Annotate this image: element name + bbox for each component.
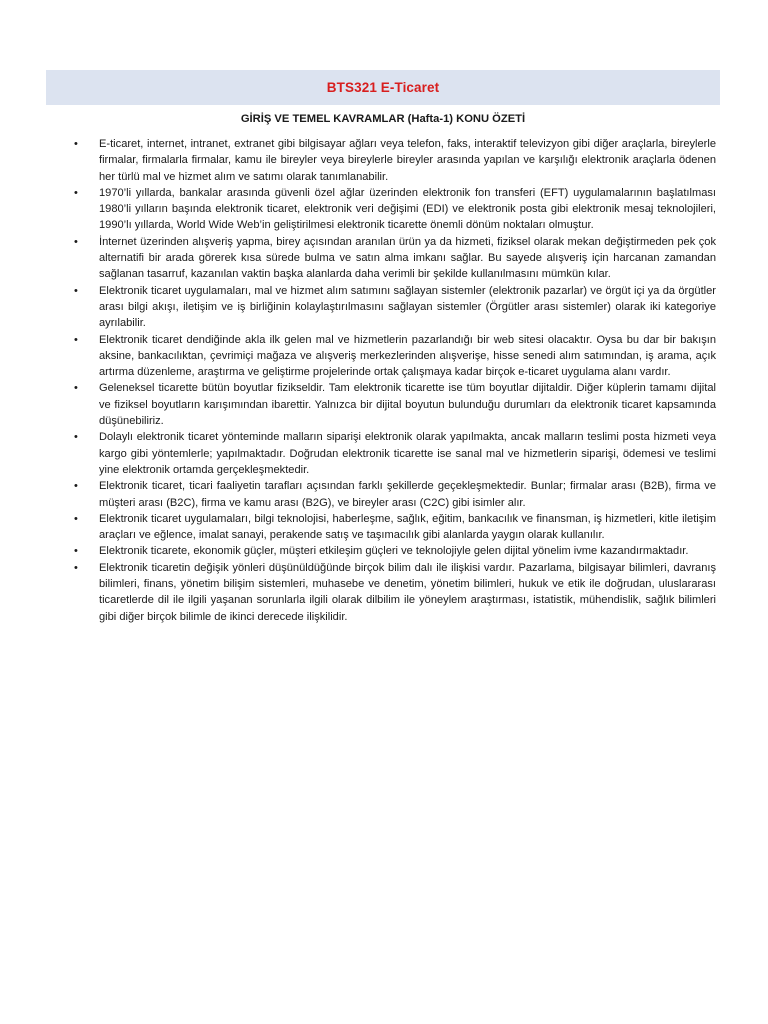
bullet-list — [70, 136, 716, 625]
bullet-dot-icon: • — [74, 284, 78, 297]
bullet-dot-icon: • — [74, 512, 78, 525]
bullet-item — [70, 543, 716, 559]
bullet-text: Elektronik ticaret dendiğinde akla ilk gelen mal ve hizmetlerin pazarlandığı bir web sitesi olacaktır. Oysa bu dar bir bakışın aksine, bankacılıktan, çevrimiçi mağaza ve alışveriş merkezlerinden alışverişe, hisse senedi alım satımından, iş arama, açık artırma düzenleme, araştırma ve geliştirme projelerinde ortak çalışmaya kadar birçok e-ticaret uygulama alanı vardır. — [99, 333, 716, 379]
bullet-text: Elektronik ticaret uygulamaları, mal ve hizmet alım satımını sağlayan sistemler (elektronik pazarlar) ve örgüt içi ya da örgütler arası bilgi akışı, iletişim ve iş birliğinin kolaylaştırılmasını sağlayan sistemler (Örgütler arası sistemler) olarak iki kategoriye ayrılabilir. — [99, 284, 716, 330]
bullet-dot-icon: • — [74, 431, 78, 444]
bullet-text: İnternet üzerinden alışveriş yapma, birey açısından aranılan ürün ya da hizmeti, fiziksel olarak mekan değiştirmeden pek çok alternatifi bir arada görerek kısa sürede bulma ve satın alma imkanı sağlar. Bu sayede alışveriş için harcanan zamandan sağlanan tasarruf, kazanılan vaktin başka alanlarda daha verimli bir şekilde kullanılmasını mümkün kılar. — [99, 235, 716, 281]
bullet-item — [70, 234, 716, 283]
bullet-dot-icon: • — [74, 561, 78, 574]
bullet-text: Elektronik ticaret uygulamaları, bilgi teknolojisi, haberleşme, sağlık, eğitim, bankacılık ve finansman, iş hizmetleri, kitle iletişim araçları ve eğlence, imalat sanayi, perakende satış ve taşımacılık gibi alanlarda yaygın olarak kullanılır. — [99, 512, 716, 542]
bullet-dot-icon: • — [74, 186, 78, 199]
bullet-item — [70, 283, 716, 332]
bullet-item — [70, 332, 716, 381]
section-heading: GİRİŞ VE TEMEL KAVRAMLAR (Hafta-1) KONU ÖZETİ — [240, 113, 526, 125]
title-banner — [46, 70, 720, 105]
bullet-dot-icon: • — [74, 235, 78, 248]
bullet-text: 1970’li yıllarda, bankalar arasında güvenli özel ağlar üzerinden elektronik fon transferi (EFT) uygulamalarının başlatılması 1980’li yılların başında elektronik ticaret, elektronik veri değişimi (EDI) ve elektronik posta gibi elektronik mesaj teknolojileri, 1990’lı yıllarda, World Wide Web’in geliştirilmesi elektronik ticarette önemli dönüm noktaları olmuştur. — [99, 186, 716, 232]
bullet-item — [70, 429, 716, 478]
bullet-dot-icon: • — [74, 382, 78, 395]
document-title: BTS321 E-Ticaret — [326, 80, 440, 95]
bullet-item — [70, 560, 716, 625]
bullet-item — [70, 136, 716, 185]
bullet-text: Elektronik ticaretin değişik yönleri düşünüldüğünde birçok bilim dalı ile ilişkisi vardır. Pazarlama, bilgisayar bilimleri, davranış bilimleri, finans, yönetim bilişim sistemleri, muhasebe ve denetim, yönetim bilimleri, hukuk ve etik ile doğrudan, uluslararası ticaretlerde dil ile ilgili yaşanan sorunlarla ilgili olarak dilbilim ile yöneylem araştırması, istatistik, mühendislik, sağlık bilimleri gibi diğer birçok bilimle de ikinci derecede ilişkilidir. — [99, 561, 716, 623]
bullet-dot-icon: • — [74, 545, 78, 558]
bullet-dot-icon: • — [74, 333, 78, 346]
bullet-dot-icon: • — [74, 138, 78, 150]
bullet-text: Elektronik ticaret, ticari faaliyetin tarafları açısından farklı şekillerde geçekleşmektedir. Bunlar; firmalar arası (B2B), firma ve müşteri arası (B2C), firma ve kamu arası (B2G), ve bireyler arası (C2C) gibi isimler alır. — [99, 480, 716, 509]
bullet-item — [70, 478, 716, 511]
bullet-text: Geleneksel ticarette bütün boyutlar fizikseldir. Tam elektronik ticarette ise tüm boyutlar dijitaldir. Diğer küplerin tamamı dijital ve fiziksel boyutların karışımından ibarettir. Yalnızca bir dijital boyutun bulunduğu durumları da elektronik ticaret kapsamında düşünebiliriz. — [99, 382, 716, 428]
bullet-dot-icon: • — [74, 480, 78, 493]
bullet-text: E-ticaret, internet, intranet, extranet gibi bilgisayar ağları veya telefon, faks, interaktif televizyon gibi diğer araçlarla, bireylerle firmalar, firmalarla firmalar, kamu ile bireyler veya bireylerle bireyler arasında yapılan ve karşılığı elektronik araçlarla ödenen her türlü mal ve hizmet alım ve satımı olarak tanımlanabilir. — [99, 138, 716, 183]
bullet-text: Elektronik ticarete, ekonomik güçler, müşteri etkileşim güçleri ve teknolojiyle gelen dijital yönelim ivme kazandırmaktadır. — [99, 545, 689, 558]
bullet-text: Dolaylı elektronik ticaret yönteminde malların siparişi elektronik olarak yapılmakta, ancak malların teslimi posta hizmeti veya kargo gibi yöntemlerle; yapılmaktadır. Doğrudan elektronik ticarette ise sanal mal ve hizmetlerin siparişi, ödemesi ve teslimi yine elektronik ortamda gerçekleşmektedir. — [99, 431, 716, 476]
bullet-item — [70, 511, 716, 544]
bullet-item — [70, 185, 716, 234]
bullet-item — [70, 380, 716, 429]
